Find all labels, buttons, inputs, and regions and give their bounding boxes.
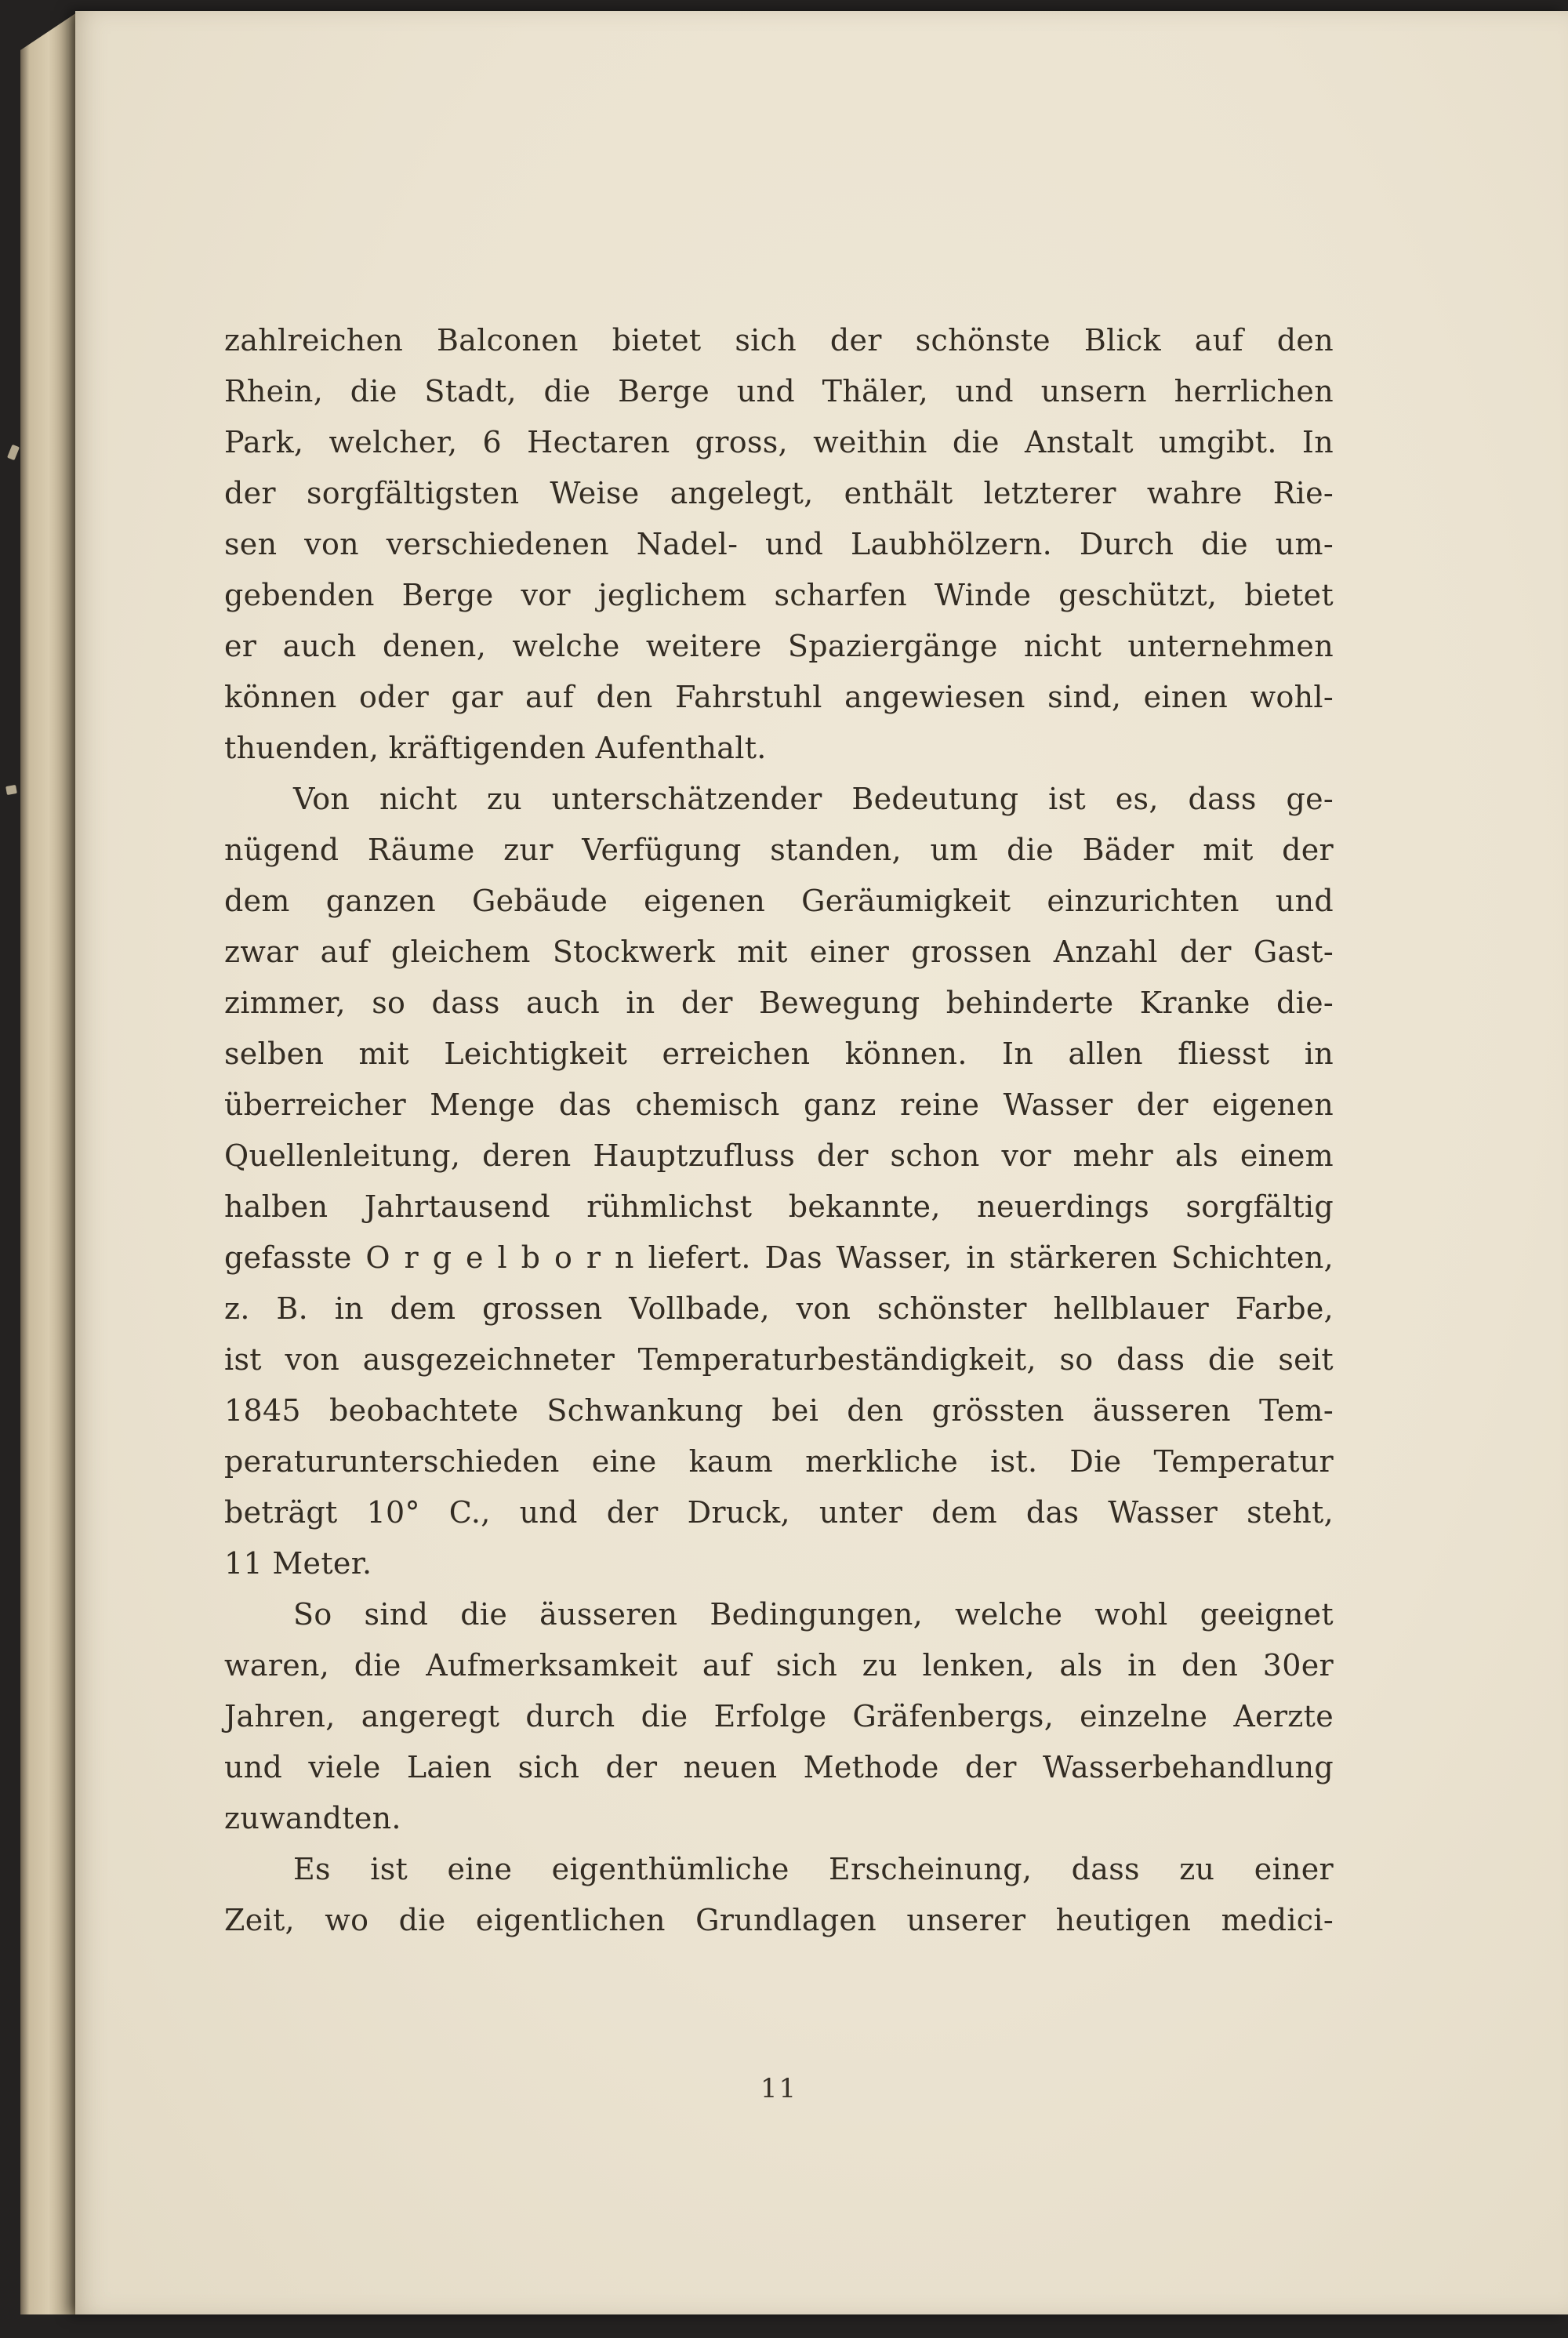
- text-line: peraturunterschieden eine kaum merkliche ist. Die Temperatur: [224, 1444, 1334, 1479]
- text-line: 1845 beobachtete Schwankung bei den grössten äusseren Tem-: [224, 1393, 1334, 1428]
- text-line: selben mit Leichtigkeit erreichen können. In allen fliesst in: [224, 1036, 1334, 1071]
- text-line: sen von verschiedenen Nadel- und Laubhölzern. Durch die um-: [224, 527, 1334, 561]
- text-line: können oder gar auf den Fahrstuhl angewiesen sind, einen wohl-: [224, 680, 1334, 714]
- text-line: gefasste O r g e l b o r n liefert. Das Wasser, in stärkeren Schichten,: [224, 1240, 1334, 1275]
- text-line: Zeit, wo die eigentlichen Grundlagen unserer heutigen medici-: [224, 1903, 1334, 1937]
- text-line: Quellenleitung, deren Hauptzufluss der schon vor mehr als einem: [224, 1138, 1334, 1173]
- text-line: ist von ausgezeichneter Temperaturbeständigkeit, so dass die seit: [224, 1342, 1334, 1377]
- text-line: überreicher Menge das chemisch ganz reine Wasser der eigenen: [224, 1087, 1334, 1122]
- paragraph: [224, 315, 1334, 774]
- text-line: gebenden Berge vor jeglichem scharfen Winde geschützt, bietet: [224, 578, 1334, 612]
- text-line: zwar auf gleichem Stockwerk mit einer grossen Anzahl der Gast-: [224, 935, 1334, 969]
- text-line: und viele Laien sich der neuen Methode der Wasserbehandlung: [224, 1750, 1334, 1784]
- page-text: [224, 315, 1334, 2115]
- text-line: thuenden, kräftigenden Aufenthalt.: [224, 731, 767, 765]
- text-line: 11 Meter.: [224, 1546, 372, 1581]
- text-line: nügend Räume zur Verfügung standen, um die Bäder mit der: [224, 833, 1334, 867]
- text-line: Jahren, angeregt durch die Erfolge Gräfenbergs, einzelne Aerzte: [224, 1699, 1334, 1734]
- scan-artifact: [7, 445, 20, 460]
- scan-artifact: [5, 785, 17, 795]
- text-line: zuwandten.: [224, 1801, 401, 1835]
- paragraph: [224, 1589, 1334, 1844]
- text-line: er auch denen, welche weitere Spaziergänge nicht unternehmen: [224, 629, 1334, 663]
- text-line: Von nicht zu unterschätzender Bedeutung ist es, dass ge-: [293, 782, 1334, 816]
- text-line: dem ganzen Gebäude eigenen Geräumigkeit einzurichten und: [224, 884, 1334, 918]
- text-line: halben Jahrtausend rühmlichst bekannte, neuerdings sorgfältig: [224, 1189, 1334, 1224]
- text-line: der sorgfältigsten Weise angelegt, enthält letzterer wahre Rie-: [224, 476, 1334, 510]
- text-line: Park, welcher, 6 Hectaren gross, weithin die Anstalt umgibt. In: [224, 425, 1334, 459]
- book-page: [75, 11, 1568, 2314]
- text-line: z. B. in dem grossen Vollbade, von schönster hellblauer Farbe,: [224, 1291, 1334, 1326]
- text-line: Rhein, die Stadt, die Berge und Thäler, und unsern herrlichen: [224, 374, 1334, 408]
- adjacent-page-edge: [20, 0, 77, 2314]
- text-line: So sind die äusseren Bedingungen, welche wohl geeignet: [293, 1597, 1334, 1632]
- page-number: 11: [760, 2073, 798, 2104]
- text-line: beträgt 10° C., und der Druck, unter dem das Wasser steht,: [224, 1495, 1334, 1530]
- paragraph: [224, 1844, 1334, 1946]
- paragraph: [224, 774, 1334, 1589]
- text-line: zahlreichen Balconen bietet sich der schönste Blick auf den: [224, 323, 1334, 358]
- text-line: zimmer, so dass auch in der Bewegung behinderte Kranke die-: [224, 986, 1334, 1020]
- text-line: Es ist eine eigenthümliche Erscheinung, dass zu einer: [293, 1852, 1334, 1886]
- text-line: waren, die Aufmerksamkeit auf sich zu lenken, als in den 30er: [224, 1648, 1334, 1683]
